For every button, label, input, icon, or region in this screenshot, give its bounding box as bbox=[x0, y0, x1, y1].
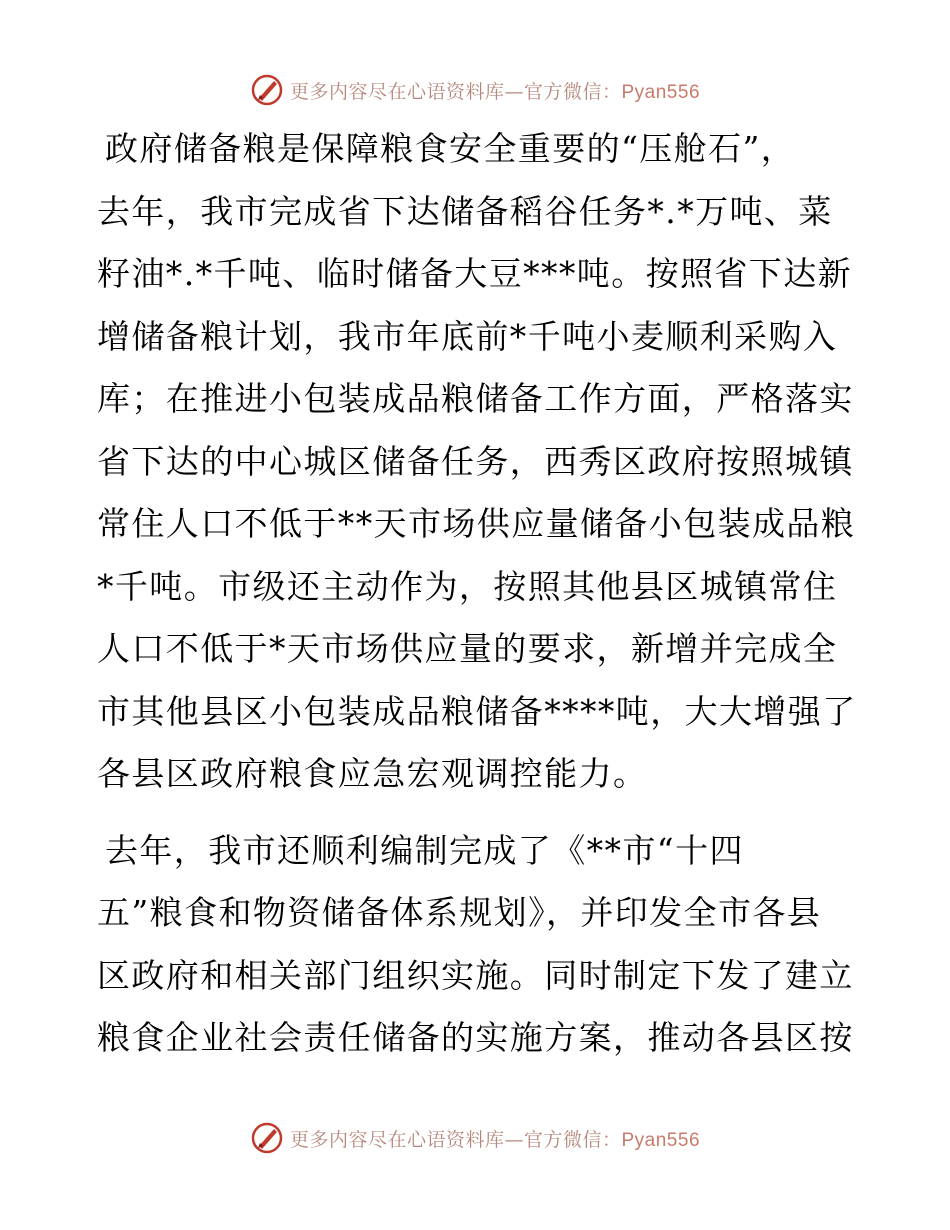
text-line: 常住人口不低于**天市场供应量储备小包装成品粮 bbox=[97, 504, 856, 543]
text-line: 粮食企业社会责任储备的实施方案，推动各县区按 bbox=[97, 1018, 854, 1057]
paragraph-2 bbox=[97, 820, 857, 1070]
watermark-wechat-id: Pyan556 bbox=[621, 1129, 701, 1151]
text-line: 省下达的中心城区储备任务，西秀区政府按照城镇 bbox=[97, 441, 854, 481]
watermark-wechat-id: Pyan556 bbox=[621, 81, 701, 103]
watermark-wechat-label: 官方微信： bbox=[523, 1128, 622, 1151]
text-line: 人口不低于*天市场供应量的要求，新增并完成全 bbox=[97, 629, 838, 668]
watermark-banner-top bbox=[0, 70, 950, 110]
text-line: 各县区政府粮食应急宏观调控能力。 bbox=[97, 754, 648, 793]
watermark-text bbox=[290, 77, 700, 104]
text-line: 五”粮食和物资储备体系规划》，并印发全市各县 bbox=[97, 893, 822, 932]
pen-circle-icon bbox=[250, 1121, 284, 1155]
watermark-wechat-label: 官方微信： bbox=[523, 80, 622, 103]
paragraph-1 bbox=[97, 118, 857, 806]
watermark-dash: — bbox=[504, 80, 524, 103]
text-line: 增储备粮计划，我市年底前*千吨小麦顺利采购入 bbox=[97, 316, 838, 356]
text-line: *千吨。市级还主动作为，按照其他县区城镇常住 bbox=[97, 566, 838, 606]
watermark-site-text: 更多内容尽在心语资料库 bbox=[289, 1128, 505, 1151]
text-line: 政府储备粮是保障粮食安全重要的“压舱石”， bbox=[105, 129, 796, 168]
watermark-text bbox=[290, 1125, 700, 1152]
watermark-dash: — bbox=[504, 1128, 524, 1151]
text-line: 市其他县区小包装成品粮储备****吨，大大增强了 bbox=[97, 691, 857, 731]
pen-circle-icon bbox=[250, 73, 284, 107]
text-line: 去年，我市完成省下达储备稻谷任务*.*万吨、菜 bbox=[97, 191, 833, 231]
text-line: 区政府和相关部门组织实施。同时制定下发了建立 bbox=[97, 955, 854, 995]
text-line: 去年，我市还顺利编制完成了《**市“十四 bbox=[105, 830, 744, 870]
watermark-banner-bottom bbox=[0, 1118, 950, 1158]
text-line: 库；在推进小包装成品粮储备工作方面，严格落实 bbox=[97, 379, 854, 418]
text-line: 籽油*.*千吨、临时储备大豆***吨。按照省下达新 bbox=[97, 254, 852, 293]
document-body bbox=[97, 118, 857, 1084]
watermark-site-text: 更多内容尽在心语资料库 bbox=[289, 80, 505, 103]
